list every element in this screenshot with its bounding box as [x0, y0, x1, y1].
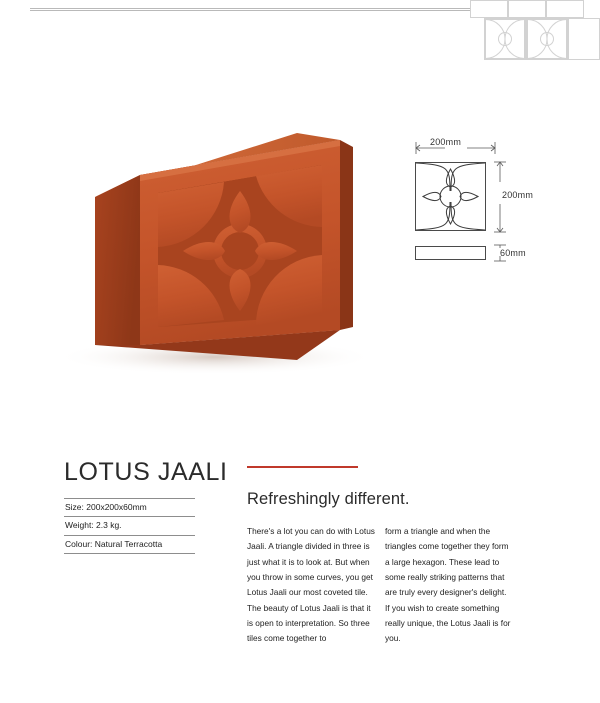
- body-text-column-2: form a triangle and when the triangles come together they form a large hexagon. These lead to some really striking patterns that are truly every designer's delight. If you wish to create something really unique, the Lotus Jaali is for you.: [385, 526, 511, 644]
- lotus-jaali-face-icon: [416, 163, 485, 230]
- lotus-jaali-motif-icon: [485, 19, 525, 59]
- dimension-depth-label: 60mm: [500, 248, 526, 258]
- spec-table: [64, 498, 195, 554]
- corner-cell: [470, 0, 508, 18]
- lotus-jaali-motif-icon: [527, 19, 567, 59]
- body-text-column-1: There's a lot you can do with Lotus Jaali. A triangle divided in three is just what it is to look at. But when you throw in some curves, you get Lotus Jaali our most coveted tile. The beauty of Lotus Jaali is that it is open to interpretation. So three tiles come together to: [247, 526, 375, 644]
- corner-cell: [568, 18, 600, 60]
- corner-cell: [508, 0, 546, 18]
- page-title: LOTUS JAALI: [64, 458, 228, 486]
- header-rule-top: [30, 8, 470, 9]
- corner-cell-motif: [526, 18, 568, 60]
- spec-row-colour: Colour: Natural Terracotta: [64, 535, 195, 554]
- corner-motif-grid: [470, 0, 600, 60]
- corner-cell: [546, 0, 584, 18]
- corner-cell-motif: [484, 18, 526, 60]
- spec-row-size: Size: 200x200x60mm: [64, 498, 195, 516]
- technical-side-view: [415, 246, 486, 260]
- spec-row-weight: Weight: 2.3 kg.: [64, 516, 195, 534]
- dimension-width-label: 200mm: [430, 137, 462, 147]
- product-render: [40, 105, 390, 375]
- lotus-jaali-tile-illustration: [40, 105, 390, 375]
- header-rule-bottom: [30, 10, 470, 11]
- dimension-height-label: 200mm: [502, 190, 534, 200]
- technical-face-view: [415, 162, 486, 231]
- section-headline: Refreshingly different.: [247, 490, 410, 508]
- accent-rule: [247, 466, 358, 468]
